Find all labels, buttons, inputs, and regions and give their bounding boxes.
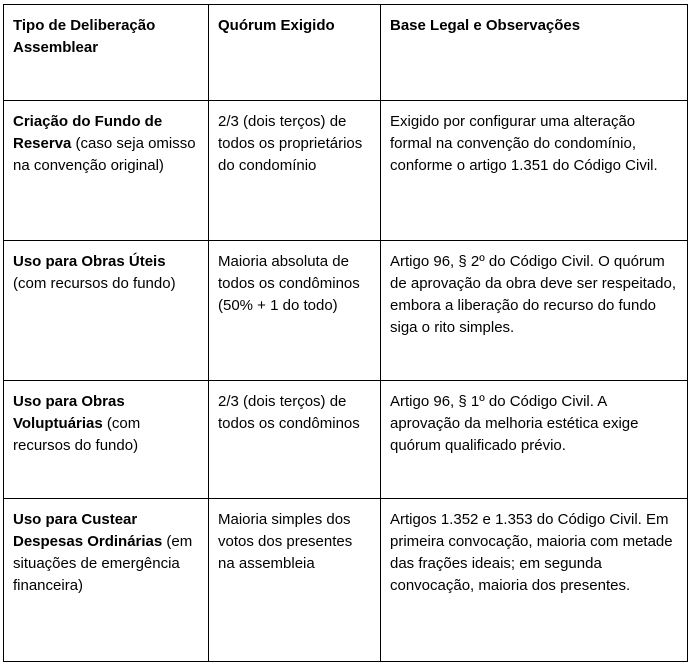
table-row [4,381,688,499]
deliberation-type-note: (com recursos do fundo) [13,275,176,292]
quorum-cell: 2/3 (dois terços) de todos os proprietários do condomínio [209,101,381,241]
quorum-cell: Maioria simples dos votos dos presentes na assembleia [209,499,381,662]
deliberation-type-note: (em situações de emergência financeira) [13,533,193,594]
table-row [4,241,688,381]
legal-basis-cell: Artigo 96, § 2º do Código Civil. O quórum de aprovação da obra deve ser respeitado, embora a liberação do recurso do fundo siga o rito simples. [381,241,688,381]
legal-basis-cell: Artigo 96, § 1º do Código Civil. A aprovação da melhoria estética exige quórum qualificado prévio. [381,381,688,499]
legal-basis-cell: Exigido por configurar uma alteração formal na convenção do condomínio, conforme o artigo 1.351 do Código Civil. [381,101,688,241]
quorum-cell: 2/3 (dois terços) de todos os condôminos [209,381,381,499]
deliberation-type-note: (caso seja omisso na convenção original) [13,135,196,174]
deliberation-type-cell [4,381,209,499]
header-legal-basis: Base Legal e Observações [381,5,688,101]
header-quorum: Quórum Exigido [209,5,381,101]
deliberation-type-cell [4,101,209,241]
deliberation-type-cell [4,499,209,662]
deliberation-type-title: Uso para Obras Voluptuárias [13,393,125,432]
table-row [4,499,688,662]
table-row [4,101,688,241]
header-deliberation-type: Tipo de Deliberação Assemblear [4,5,209,101]
deliberation-type-title: Criação do Fundo de Reserva [13,113,163,152]
legal-basis-cell: Artigos 1.352 e 1.353 do Código Civil. Em primeira convocação, maioria com metade das frações ideais; em segunda convocação, maioria dos presentes. [381,499,688,662]
deliberation-type-title: Uso para Custear Despesas Ordinárias [13,511,163,550]
deliberation-type-note: (com recursos do fundo) [13,415,141,454]
deliberation-table [3,4,688,662]
deliberation-type-cell [4,241,209,381]
quorum-cell: Maioria absoluta de todos os condôminos (50% + 1 do todo) [209,241,381,381]
deliberation-type-title: Uso para Obras Úteis [13,253,166,270]
table-header-row [4,5,688,101]
